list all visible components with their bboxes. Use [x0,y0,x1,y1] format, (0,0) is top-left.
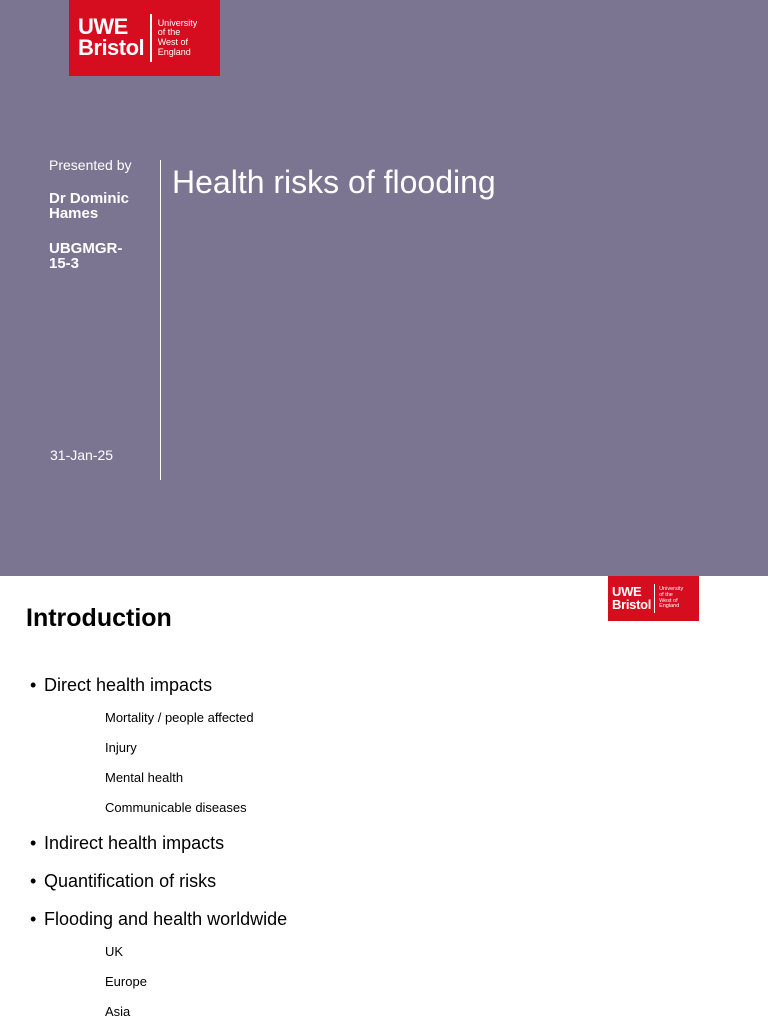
sub-bullet-item: Mortality / people affected [105,710,254,725]
presented-by-label: Presented by [49,157,132,173]
logo-sub-line: England [659,603,680,610]
logo-wordmark [78,14,145,60]
bullet-item [30,870,287,892]
module-code: UBGMGR-15-3 [49,240,123,272]
logo-sub-line: of the [659,591,673,598]
sub-bullet-item: Injury [105,740,137,755]
sub-bullet-list [44,944,287,1020]
introduction-slide [0,576,768,1024]
logo-divider [150,14,152,62]
sub-bullet-item: Asia [105,1004,131,1019]
slide-title: Health risks of flooding [172,164,496,200]
bullet-text: Indirect health impacts [44,833,225,853]
bullet-item [30,674,287,816]
logo-wordmark [612,586,651,611]
presentation-date: 31-Jan-25 [50,447,114,463]
logo-subtitle [158,19,198,58]
logo-sub-line: West of [659,597,678,604]
uwe-bristol-logo [69,0,220,76]
logo-word-bristol: Bristol [612,596,652,612]
bullet-item [30,832,287,854]
uwe-bristol-logo-small [608,576,699,621]
bullet-text: Direct health impacts [44,675,213,695]
logo-word-uwe: UWE [612,584,642,600]
logo-sub-line: University [659,585,684,592]
logo-word-bristol: Bristol [78,35,145,60]
bullet-text: Quantification of risks [44,871,217,891]
logo-sub-line: West of [157,37,189,47]
logo-sub-line: England [157,46,191,57]
logo-sub-line: University [157,17,198,28]
logo-divider [654,584,655,613]
logo-subtitle [659,587,683,611]
bullet-text: Flooding and health worldwide [44,909,288,929]
sub-bullet-item: Communicable diseases [105,800,247,815]
sub-bullet-list [44,710,287,816]
bullet-list [30,674,287,1020]
bullet-item [30,908,287,1020]
logo-sub-line: of the [157,27,181,38]
sub-bullet-item: UK [105,944,124,959]
presenter-name: Dr Dominic Hames [49,190,130,222]
logo-word-uwe: UWE [78,14,128,40]
introduction-heading: Introduction [26,604,172,632]
sub-bullet-item: Mental health [105,770,184,785]
vertical-divider [160,160,161,480]
sub-bullet-item: Europe [105,974,147,989]
